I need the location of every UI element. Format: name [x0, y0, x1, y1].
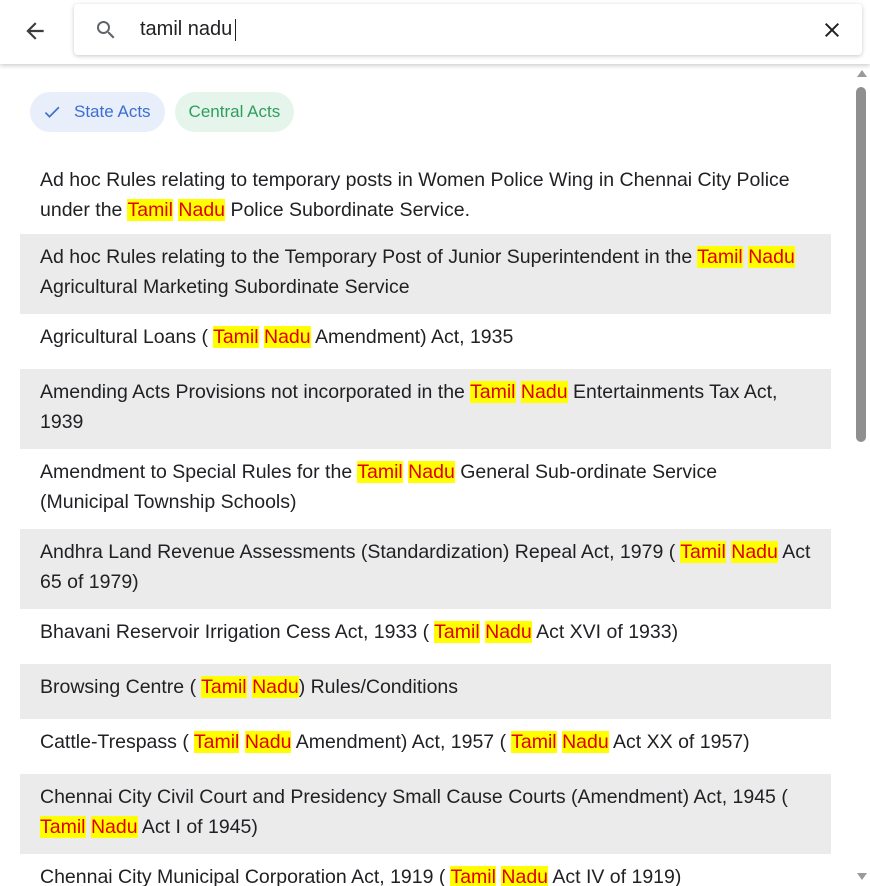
result-item[interactable] — [20, 157, 831, 234]
search-highlight: Tamil — [201, 676, 247, 698]
scroll-up-arrow-icon[interactable] — [857, 70, 867, 77]
results-list — [20, 157, 831, 886]
state-acts-label: State Acts — [74, 102, 151, 121]
result-item[interactable] — [20, 774, 831, 854]
result-item[interactable] — [20, 664, 831, 719]
arrow-back-icon — [22, 18, 48, 44]
text-caret — [235, 19, 236, 41]
search-highlight: Nadu — [520, 381, 568, 403]
search-highlight: Tamil — [40, 816, 86, 838]
close-icon[interactable] — [820, 18, 844, 42]
search-highlight: Nadu — [748, 246, 795, 268]
search-highlight: Tamil — [213, 326, 259, 348]
search-input[interactable] — [140, 14, 800, 44]
search-highlight: Tamil — [357, 461, 403, 483]
search-highlight: Tamil — [193, 731, 240, 753]
search-highlight: Nadu — [501, 866, 549, 886]
search-highlight: Nadu — [252, 676, 299, 698]
result-title: Ad hoc Rules relating to temporary posts in Women Police Wing in Chennai City Police under the Tamil Nadu Police Subordinate Service. — [40, 169, 790, 221]
result-item[interactable] — [20, 369, 831, 449]
search-icon — [94, 18, 118, 42]
result-title: Chennai City Civil Court and Presidency Small Cause Courts (Amendment) Act, 1945 ( Tamil Nadu Act I of 1945) — [40, 786, 788, 838]
result-title: Chennai City Municipal Corporation Act, 1919 ( Tamil Nadu Act IV of 1919) — [40, 866, 682, 886]
result-item[interactable] — [20, 314, 831, 369]
search-highlight: Tamil — [680, 541, 726, 563]
search-highlight: Tamil — [434, 621, 480, 643]
scroll-down-arrow-icon[interactable] — [857, 873, 867, 880]
result-title: Andhra Land Revenue Assessments (Standardization) Repeal Act, 1979 ( Tamil Nadu Act 65 of 1979) — [40, 541, 811, 593]
search-highlight: Nadu — [264, 326, 311, 348]
result-title: Cattle-Trespass ( Tamil Nadu Amendment) Act, 1957 ( Tamil Nadu Act XX of 1957) — [40, 731, 750, 753]
back-button[interactable] — [18, 14, 52, 48]
search-highlight: Tamil — [697, 246, 743, 268]
filter-chips — [30, 92, 294, 132]
search-highlight: Tamil — [127, 199, 173, 221]
result-title: Amending Acts Provisions not incorporated in the Tamil Nadu Entertainments Tax Act, 1939 — [40, 381, 778, 433]
result-item[interactable] — [20, 719, 831, 774]
result-item[interactable] — [20, 854, 831, 886]
search-highlight: Nadu — [731, 541, 778, 563]
search-box — [74, 4, 862, 55]
search-highlight: Nadu — [485, 621, 532, 643]
result-item[interactable] — [20, 234, 831, 314]
search-highlight: Nadu — [178, 199, 226, 221]
result-title: Browsing Centre ( Tamil Nadu) Rules/Conditions — [40, 676, 459, 698]
central-acts-chip[interactable] — [175, 92, 295, 132]
result-item[interactable] — [20, 609, 831, 664]
result-title: Bhavani Reservoir Irrigation Cess Act, 1933 ( Tamil Nadu Act XVI of 1933) — [40, 621, 679, 643]
check-icon — [42, 102, 62, 122]
results-panel — [0, 64, 852, 886]
central-acts-label: Central Acts — [188, 102, 281, 121]
result-item[interactable] — [20, 529, 831, 609]
search-highlight: Nadu — [408, 461, 455, 483]
search-highlight: Tamil — [511, 731, 557, 753]
app-bar — [0, 0, 870, 64]
search-highlight: Tamil — [450, 866, 496, 886]
result-title: Ad hoc Rules relating to the Temporary Post of Junior Superintendent in the Tamil Nadu Agricultural Marketing Subordinate Service — [40, 246, 795, 298]
state-acts-chip[interactable] — [30, 92, 165, 132]
result-title: Amendment to Special Rules for the Tamil Nadu General Sub-ordinate Service (Municipal Township Schools) — [40, 461, 718, 513]
result-item[interactable] — [20, 449, 831, 529]
search-highlight: Tamil — [469, 381, 516, 403]
scrollbar-thumb[interactable] — [856, 87, 866, 442]
result-title: Agricultural Loans ( Tamil Nadu Amendment) Act, 1935 — [40, 326, 514, 348]
search-highlight: Nadu — [90, 816, 138, 838]
search-highlight: Nadu — [562, 731, 609, 753]
scrollbar[interactable] — [852, 64, 870, 886]
search-highlight: Nadu — [244, 731, 292, 753]
